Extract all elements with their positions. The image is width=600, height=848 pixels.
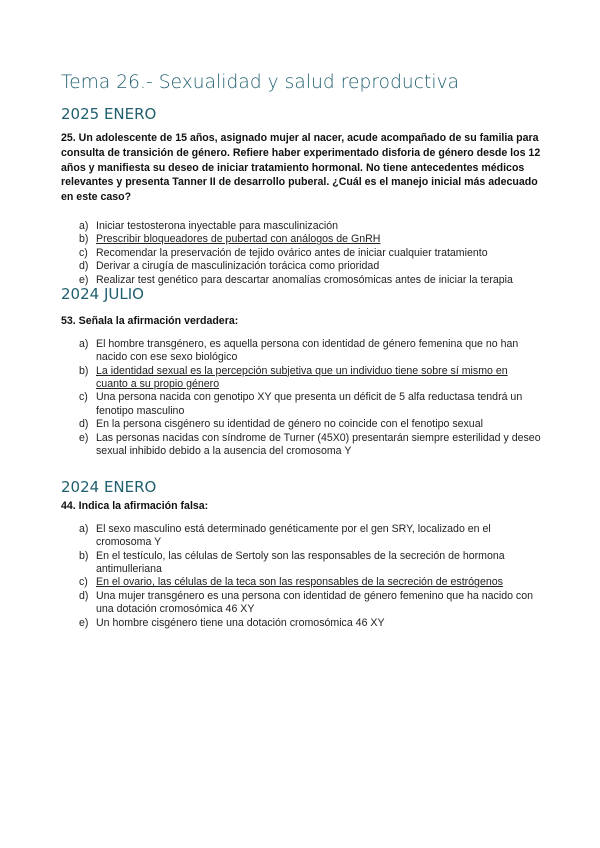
option-letter: e) xyxy=(79,616,89,629)
answer-option xyxy=(61,338,541,365)
section-heading: 2024 JULIO xyxy=(61,285,144,303)
answer-option xyxy=(61,432,541,459)
section-heading: 2025 ENERO xyxy=(61,105,157,123)
section-2024-julio xyxy=(61,285,541,458)
question-text: 44. Indica la afirmación falsa: xyxy=(61,500,209,512)
answer-option-correct xyxy=(61,365,541,392)
answer-list xyxy=(61,338,541,459)
answer-option xyxy=(61,391,541,418)
option-text: Las personas nacidas con síndrome de Turner (45X0) presentarán siempre esterilidad y deseo sexual inhibido debido a la ausencia del cromosoma Y xyxy=(96,431,541,458)
answer-option-correct xyxy=(61,233,541,246)
option-text: En la persona cisgénero su identidad de género no coincide con el fenotipo sexual xyxy=(96,418,483,431)
answer-option xyxy=(61,247,541,260)
option-text: Prescribir bloqueadores de pubertad con análogos de GnRH xyxy=(96,233,381,246)
option-letter: a) xyxy=(79,219,89,232)
answer-option-correct xyxy=(61,576,541,589)
option-letter: b) xyxy=(79,233,89,246)
option-text: Una persona nacida con genotipo XY que presenta un déficit de 5 alfa reductasa tendrá un fenotipo masculino xyxy=(96,391,523,417)
option-text: El hombre transgénero, es aquella persona con identidad de género femenina que no han nacido con ese sexo biológico xyxy=(96,337,519,364)
answer-list xyxy=(61,523,541,630)
option-letter: c) xyxy=(79,391,88,404)
answer-option xyxy=(61,523,541,550)
option-text: La identidad sexual es la percepción subjetiva que un individuo tiene sobre sí mismo en cuanto a su propio género xyxy=(96,364,508,391)
question-text: 53. Señala la afirmación verdadera: xyxy=(61,315,239,327)
answer-option xyxy=(61,418,541,431)
option-letter: c) xyxy=(79,576,88,589)
answer-option xyxy=(61,617,541,630)
answer-option xyxy=(61,260,541,273)
section-2024-enero xyxy=(61,478,541,630)
option-letter: b) xyxy=(79,549,89,562)
option-letter: b) xyxy=(79,364,89,377)
answer-option xyxy=(61,220,541,233)
option-text: En el testículo, las células de Sertoly son las responsables de la secreción de hormona antimulleriana xyxy=(96,549,505,576)
section-2025-enero xyxy=(61,105,541,287)
option-letter: d) xyxy=(79,260,89,273)
option-letter: e) xyxy=(79,273,89,286)
option-letter: c) xyxy=(79,246,88,259)
option-letter: d) xyxy=(79,418,89,431)
option-text: Un hombre cisgénero tiene una dotación cromosómica 46 XY xyxy=(96,616,385,629)
answer-option xyxy=(61,550,541,577)
answer-option xyxy=(61,590,541,617)
option-text: Iniciar testosterona inyectable para masculinización xyxy=(96,219,339,232)
option-text: En el ovario, las células de la teca son las responsables de la secreción de estrógenos xyxy=(96,576,503,589)
option-text: Recomendar la preservación de tejido ovárico antes de iniciar cualquier tratamiento xyxy=(96,246,488,259)
option-letter: a) xyxy=(79,522,89,535)
option-text: Derivar a cirugía de masculinización torácica como prioridad xyxy=(96,260,380,273)
option-text: Realizar test genético para descartar anomalías cromosómicas antes de iniciar la terapia xyxy=(96,273,513,286)
option-text: Una mujer transgénero es una persona con identidad de género femenino que ha nacido con una dotación cromosómica 46 XY xyxy=(96,589,534,616)
option-text: El sexo masculino está determinado genéticamente por el gen SRY, localizado en el cromosoma Y xyxy=(96,522,491,549)
option-letter: d) xyxy=(79,589,89,602)
answer-list xyxy=(61,220,541,287)
option-letter: a) xyxy=(79,337,89,350)
option-letter: e) xyxy=(79,431,89,444)
question-text: 25. Un adolescente de 15 años, asignado mujer al nacer, acude acompañado de su familia para consulta de transición de género. Refiere haber experimentado disforia de género desde los 12 años y manifiesta su deseo de iniciar tratamiento hormonal. No tiene antecedentes médicos relevantes y presenta Tanner II de desarrollo puberal. ¿Cuál es el manejo inicial más adecuado en este caso? xyxy=(61,132,541,204)
section-heading: 2024 ENERO xyxy=(61,478,157,496)
page-title: Tema 26.- Sexualidad y salud reproductiva xyxy=(61,72,460,93)
